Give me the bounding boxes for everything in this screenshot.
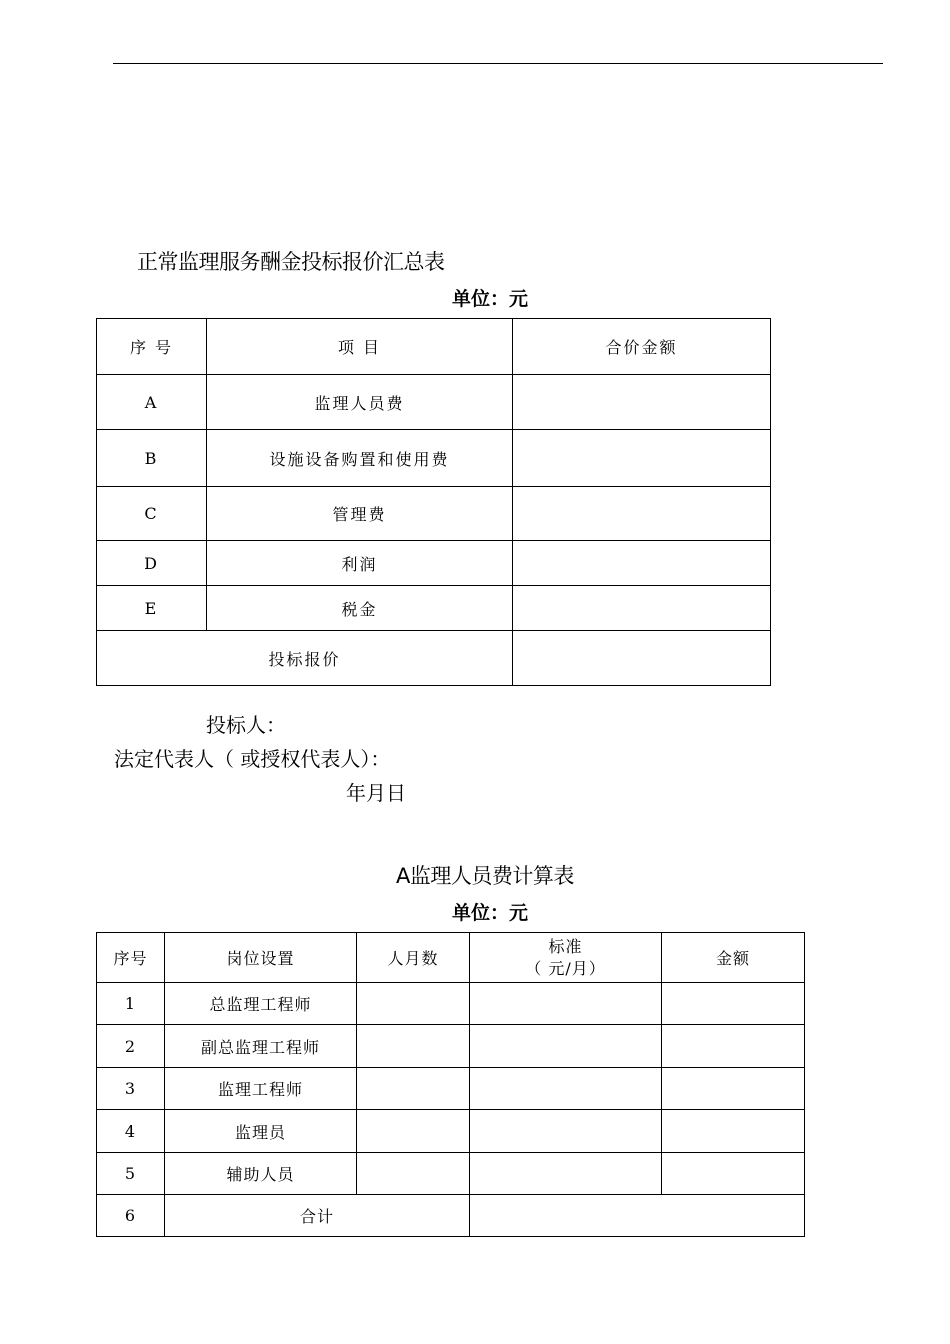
row-amount[interactable] [513, 541, 771, 586]
row-months[interactable] [357, 1025, 470, 1068]
table-row [97, 586, 771, 631]
row-months[interactable] [357, 1068, 470, 1110]
personnel-total-row [97, 1195, 805, 1237]
summary-unit: 单位：元 [452, 288, 529, 310]
row-no: C [97, 487, 207, 541]
personnel-unit: 单位：元 [452, 902, 529, 924]
table-row [97, 1025, 805, 1068]
total-amount[interactable] [513, 631, 771, 686]
row-position: 辅助人员 [165, 1153, 357, 1195]
row-item: 税金 [207, 586, 513, 631]
total-amount[interactable] [470, 1195, 805, 1237]
row-position: 副总监理工程师 [165, 1025, 357, 1068]
row-no: E [97, 586, 207, 631]
table-row [97, 1110, 805, 1153]
header-rule [113, 63, 883, 64]
header-amount: 金额 [662, 933, 805, 983]
row-standard[interactable] [470, 983, 662, 1025]
personnel-header-row [97, 933, 805, 983]
total-no: 6 [97, 1195, 165, 1237]
row-no: 1 [97, 983, 165, 1025]
row-months[interactable] [357, 983, 470, 1025]
table-row [97, 1153, 805, 1195]
table-row [97, 541, 771, 586]
header-position: 岗位设置 [165, 933, 357, 983]
row-months[interactable] [357, 1110, 470, 1153]
row-months[interactable] [357, 1153, 470, 1195]
row-item: 监理人员费 [207, 375, 513, 430]
row-amount[interactable] [513, 375, 771, 430]
row-amount[interactable] [513, 586, 771, 631]
row-no: 2 [97, 1025, 165, 1068]
date-label: 年月日 [346, 781, 406, 805]
row-amount[interactable] [662, 1025, 805, 1068]
header-amount: 合价金额 [513, 319, 771, 375]
table-row [97, 983, 805, 1025]
table-row [97, 430, 771, 487]
header-item: 项 目 [207, 319, 513, 375]
total-label: 合计 [165, 1195, 470, 1237]
row-no: 4 [97, 1110, 165, 1153]
row-standard[interactable] [470, 1068, 662, 1110]
row-no: 5 [97, 1153, 165, 1195]
summary-title: 正常监理服务酬金投标报价汇总表 [137, 250, 445, 274]
row-position: 总监理工程师 [165, 983, 357, 1025]
row-no: A [97, 375, 207, 430]
summary-total-row [97, 631, 771, 686]
table-row [97, 1068, 805, 1110]
header-months: 人月数 [357, 933, 470, 983]
row-no: B [97, 430, 207, 487]
row-no: D [97, 541, 207, 586]
row-item: 设施设备购置和使用费 [207, 430, 513, 487]
row-item: 利润 [207, 541, 513, 586]
header-no: 序 号 [97, 319, 207, 375]
row-amount[interactable] [662, 983, 805, 1025]
table-row [97, 375, 771, 430]
total-label: 投标报价 [97, 631, 513, 686]
row-standard[interactable] [470, 1110, 662, 1153]
personnel-title: A监理人员费计算表 [396, 864, 574, 888]
row-no: 3 [97, 1068, 165, 1110]
row-standard[interactable] [470, 1153, 662, 1195]
header-no: 序号 [97, 933, 165, 983]
table-row [97, 487, 771, 541]
row-item: 管理费 [207, 487, 513, 541]
header-standard-line2: （ 元/月） [525, 958, 606, 978]
personnel-table [96, 932, 805, 1237]
header-standard [470, 933, 662, 983]
row-amount[interactable] [662, 1110, 805, 1153]
bidder-label: 投标人： [206, 713, 286, 737]
row-amount[interactable] [513, 430, 771, 487]
row-position: 监理员 [165, 1110, 357, 1153]
legal-rep-label: 法定代表人（ 或授权代表人）： [114, 747, 391, 771]
row-standard[interactable] [470, 1025, 662, 1068]
summary-header-row [97, 319, 771, 375]
header-standard-line1: 标准 [548, 936, 583, 956]
summary-table [96, 318, 771, 686]
row-position: 监理工程师 [165, 1068, 357, 1110]
row-amount[interactable] [662, 1068, 805, 1110]
row-amount[interactable] [513, 487, 771, 541]
row-amount[interactable] [662, 1153, 805, 1195]
